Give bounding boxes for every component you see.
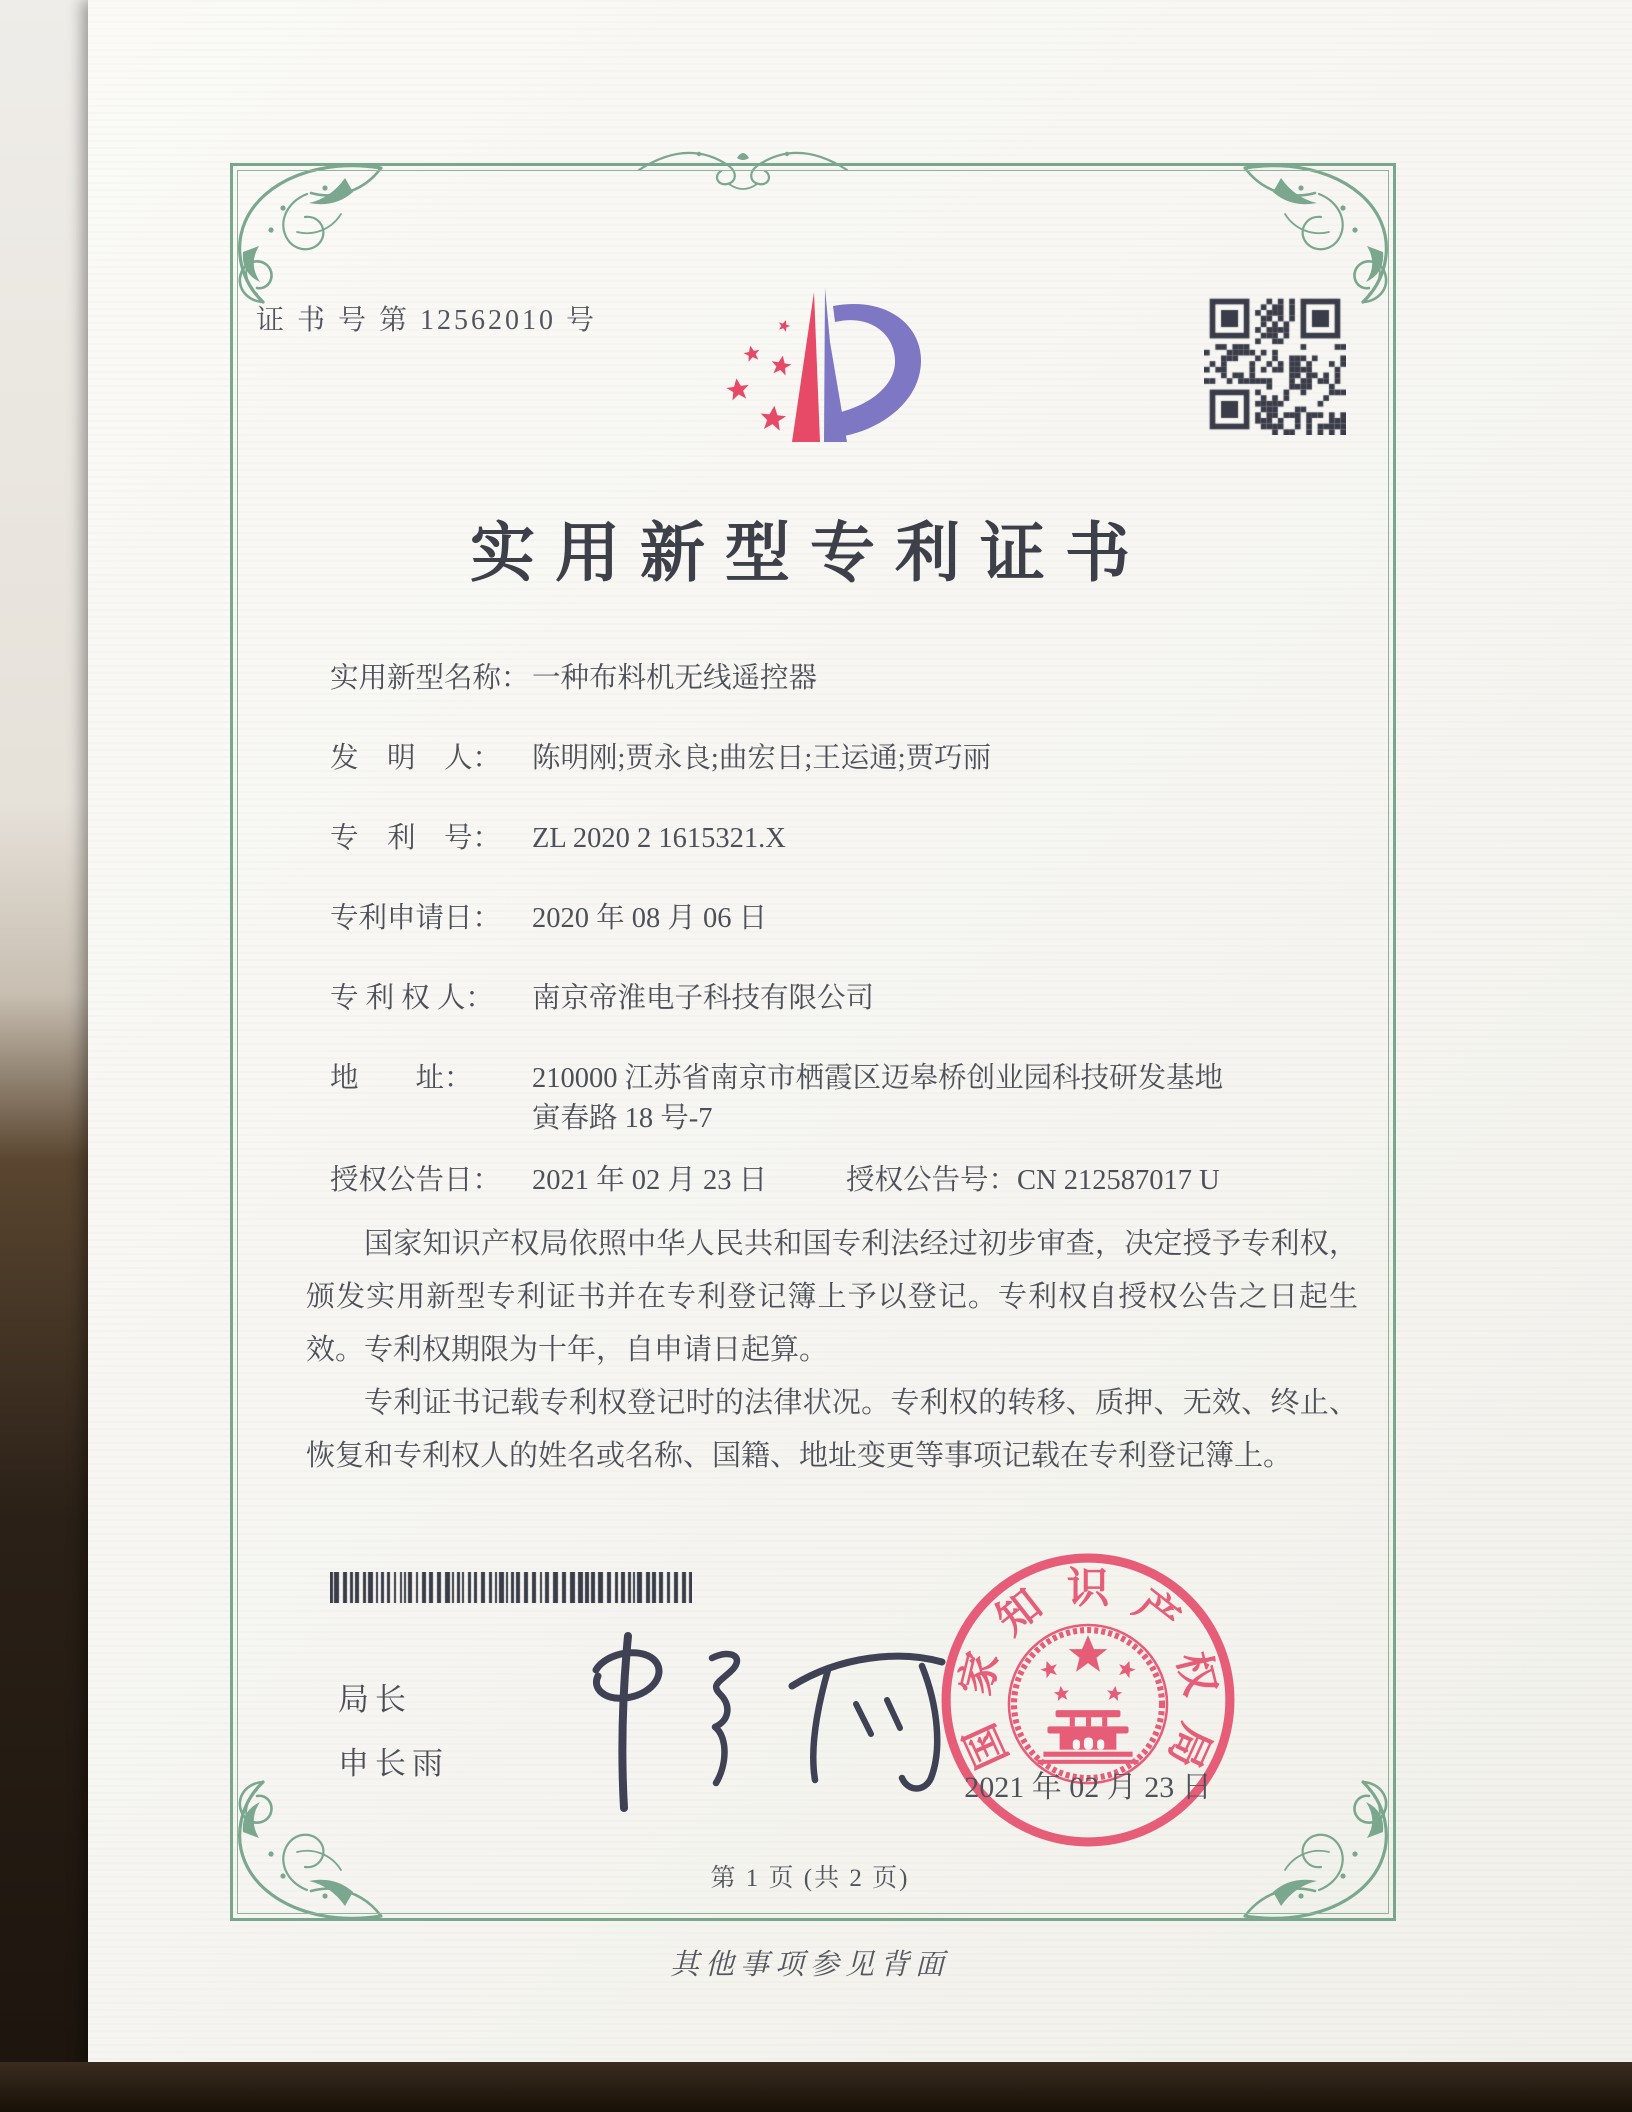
field-value: 一种布料机无线遥控器 [532, 663, 818, 694]
cnipa-logo-icon [688, 282, 950, 468]
svg-text:权: 权 [1167, 1647, 1224, 1700]
svg-text:家: 家 [952, 1647, 1009, 1700]
field-value: ZL 2020 2 1615321.X [532, 823, 786, 854]
field-row-patent-no [330, 822, 1398, 856]
svg-text:国: 国 [956, 1716, 1018, 1775]
field-value: 陈明刚;贾永良;曲宏日;王运通;贾巧丽 [532, 743, 992, 774]
qr-code [1204, 293, 1346, 435]
frame-flourish-icon [1235, 1760, 1405, 1930]
field-label: 地 址： [330, 1063, 473, 1094]
director-name: 申长雨 [338, 1746, 449, 1781]
grant-no-value: CN 212587017 U [1017, 1165, 1220, 1196]
field-label: 实用新型名称： [330, 663, 530, 694]
photo-background-left-edge [0, 0, 92, 2112]
field-row-name [330, 662, 1398, 696]
field-label: 发 明 人： [330, 743, 502, 774]
page-number: 第 1 页 (共 2 页) [710, 1865, 910, 1892]
field-row-inventors [330, 742, 1398, 776]
seal-date: 2021 年 02 月 23 日 [964, 1771, 1212, 1804]
legal-paragraph-1: 国家知识产权局依照中华人民共和国专利法经过初步审查，决定授予专利权，颁发实用新型专利证书并在专利登记簿上予以登记。专利权自授权公告之日起生效。专利权期限为十年，自申请日起算。 [306, 1228, 1358, 1367]
director-block [338, 1668, 449, 1796]
back-side-note: 其他事项参见背面 [669, 1949, 950, 1981]
photo-background-bottom-edge [0, 2062, 1632, 2112]
field-label: 授权公告日： [330, 1165, 502, 1196]
field-value-line2: 寅春路 18 号-7 [532, 1103, 713, 1134]
field-value: 南京帝淮电子科技有限公司 [532, 983, 875, 1014]
svg-text:识: 识 [1066, 1565, 1110, 1613]
field-label: 专利申请日： [330, 903, 502, 934]
field-row-grant [330, 1164, 1398, 1198]
frame-top-scroll-icon [633, 140, 853, 202]
field-row-filing-date [330, 902, 1398, 936]
svg-text:知: 知 [988, 1581, 1051, 1645]
svg-text:产: 产 [1125, 1581, 1188, 1645]
field-label: 专 利 号： [330, 823, 502, 854]
certificate-paper [88, 0, 1632, 2066]
field-list [330, 662, 1398, 1244]
field-label: 专 利 权 人： [330, 983, 494, 1014]
legal-paragraph-2: 专利证书记载专利权登记时的法律状况。专利权的转移、质押、无效、终止、恢复和专利权人的姓名或名称、国籍、地址变更等事项记载在专利登记簿上。 [306, 1387, 1358, 1473]
certificate-title: 实用新型专利证书 [469, 518, 1150, 590]
field-value: 2020 年 08 月 06 日 [532, 903, 768, 934]
field-row-address [330, 1062, 1398, 1136]
grant-date-value: 2021 年 02 月 23 日 [532, 1165, 768, 1196]
field-value: 210000 江苏省南京市栖霞区迈皋桥创业园科技研发基地 [532, 1063, 1224, 1094]
director-signature [540, 1608, 970, 1828]
svg-text:局: 局 [1158, 1716, 1220, 1775]
grant-no-pair [846, 1164, 1220, 1198]
field-row-patentee [330, 982, 1398, 1016]
certificate-number: 证 书 号 第 12562010 号 [256, 305, 598, 336]
barcode [330, 1572, 692, 1603]
legal-text [306, 1218, 1358, 1483]
director-title: 局长 [338, 1682, 412, 1717]
field-label: 授权公告号： [846, 1165, 1018, 1196]
